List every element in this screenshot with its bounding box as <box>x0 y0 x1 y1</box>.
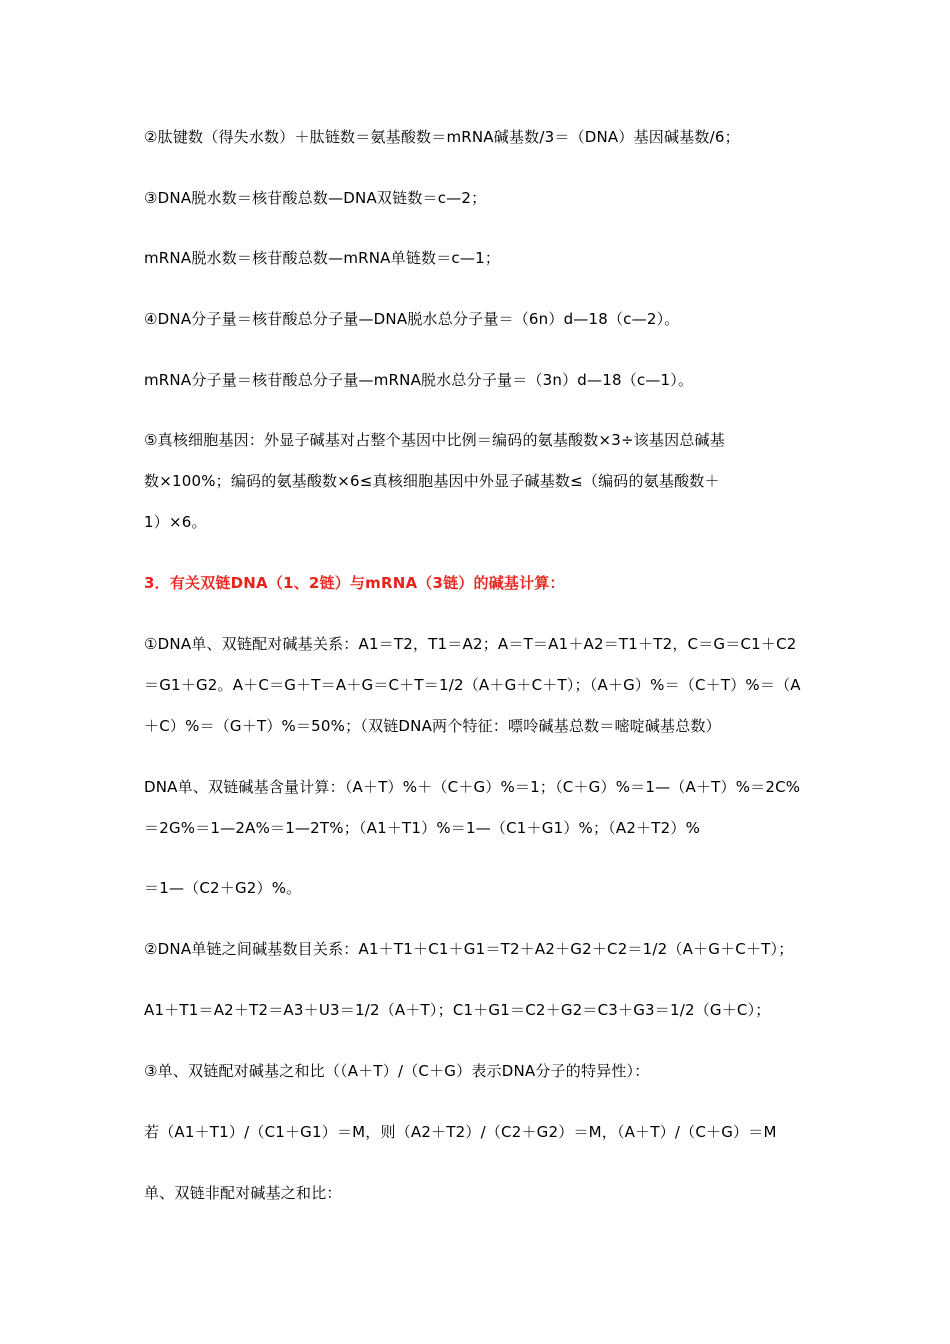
content-calc-line-1: DNA单、双链碱基含量计算：（A＋T）%＋（C＋G）%＝1；（C＋G）%＝1—（A＋T）%＝2C% <box>144 778 801 796</box>
pairing-relation-line-3: ＋C）%＝（G＋T）%＝50%；（双链DNA两个特征：嘌呤碱基总数＝嘧啶碱基总数） <box>144 717 721 735</box>
single-strand-relation-line-2: A1＋T1＝A2＋T2＝A3＋U3＝1/2（A＋T）；C1＋G1＝C2＋G2＝C3＋G3＝1/2（G＋C）； <box>144 1001 771 1019</box>
formula-peptide-bonds: ②肽键数（得失水数）＋肽链数＝氨基酸数＝mRNA碱基数/3＝（DNA）基因碱基数/6； <box>144 128 740 146</box>
content-calc-line-3: ＝1—（C2＋G2）%。 <box>144 879 302 897</box>
specificity-ratio-formula: 若（A1＋T1）/（C1＋G1）＝M，则（A2＋T2）/（C2＋G2）＝M，（A＋T）/（C＋G）＝M <box>144 1123 777 1141</box>
eukaryote-gene-line-2: 数×100%；编码的氨基酸数×6≤真核细胞基因中外显子碱基数≤（编码的氨基酸数＋ <box>144 472 720 490</box>
specificity-ratio-heading: ③单、双链配对碱基之和比（（A＋T）/（C＋G）表示DNA分子的特异性）： <box>144 1062 650 1080</box>
eukaryote-gene-line-3: 1）×6。 <box>144 513 207 531</box>
formula-mrna-molecular-weight: mRNA分子量＝核苷酸总分子量—mRNA脱水总分子量＝（3n）d—18（c—1）。 <box>144 371 694 389</box>
formula-dna-molecular-weight: ④DNA分子量＝核苷酸总分子量—DNA脱水总分子量＝（6n）d—18（c—2）。 <box>144 310 680 328</box>
single-strand-relation-line-1: ②DNA单链之间碱基数目关系：A1＋T1＋C1＋G1＝T2＋A2＋G2＋C2＝1/2（A＋G＋C＋T）； <box>144 940 794 958</box>
pairing-relation-line-1: ①DNA单、双链配对碱基关系：A1＝T2，T1＝A2；A＝T＝A1＋A2＝T1＋T2，C＝G＝C1＋C2 <box>144 635 797 653</box>
section-heading: 3．有关双链DNA（1、2链）与mRNA（3链）的碱基计算： <box>144 574 565 592</box>
formula-mrna-dehydration: mRNA脱水数＝核苷酸总数—mRNA单链数＝c—1； <box>144 249 501 267</box>
formula-dna-dehydration: ③DNA脱水数＝核苷酸总数—DNA双链数＝c—2； <box>144 189 487 207</box>
non-pairing-ratio-heading: 单、双链非配对碱基之和比： <box>144 1184 342 1202</box>
eukaryote-gene-line-1: ⑤真核细胞基因：外显子碱基对占整个基因中比例＝编码的氨基酸数×3÷该基因总碱基 <box>144 431 725 449</box>
content-calc-line-2: ＝2G%＝1—2A%＝1—2T%；（A1＋T1）%＝1—（C1＋G1）%；（A2＋T2）% <box>144 819 701 837</box>
pairing-relation-line-2: ＝G1＋G2。A＋C＝G＋T＝A＋G＝C＋T＝1/2（A＋G＋C＋T）；（A＋G）%＝（C＋T）%＝（A <box>144 676 801 694</box>
